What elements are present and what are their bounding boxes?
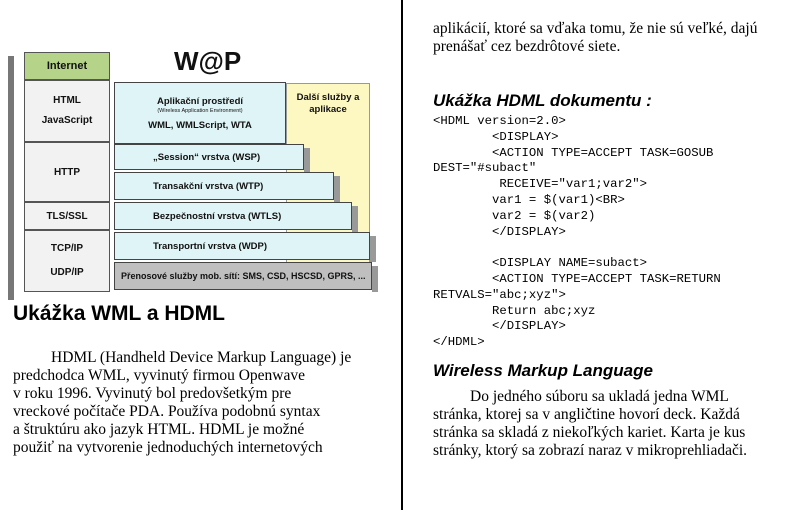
- wml-heading: Wireless Markup Language: [433, 361, 653, 380]
- column-divider: [401, 0, 403, 510]
- paragraph-line: aplikácií, ktoré sa vďaka tomu, že nie sú veľké, dajú: [433, 20, 758, 37]
- html-js-box: [24, 80, 110, 142]
- hdml-paragraph: [13, 349, 351, 457]
- paragraph-line: vreckové počítače PDA. Používa podobnú syntax: [13, 403, 321, 420]
- tls-box: TLS/SSL: [24, 202, 110, 230]
- paragraph-line: prenášať cez bezdrôtové siete.: [433, 38, 621, 55]
- paragraph-line: Do jedného súboru sa ukladá jedna WML: [470, 388, 729, 405]
- http-box: HTTP: [24, 142, 110, 202]
- app-env-subtitle: (Wireless Application Environment): [157, 107, 243, 114]
- html-label: HTML: [53, 95, 81, 106]
- layer-shadow: [370, 236, 376, 262]
- layer-shadow: [304, 148, 310, 172]
- paragraph-line: stránka sa skladá z niekoľkých kariet. Karta je kus: [433, 424, 746, 441]
- security-layer: [114, 202, 352, 230]
- layer-shadow: [372, 266, 378, 292]
- bearer-layer: [114, 262, 372, 290]
- paragraph-line: a štruktúru ako jazyk HTML. HDML je možné: [13, 421, 305, 438]
- transaction-layer: [114, 172, 334, 200]
- transport-layer-label: Transportní vrstva (WDP): [153, 240, 268, 252]
- application-environment-box: [114, 82, 286, 144]
- hdml-code-listing: <HDML version=2.0> <DISPLAY> <ACTION TYPE=ACCEPT TASK=GOSUB DEST="#subact" RECEIVE="var1;var2"> var1 = $(var1)<BR> var2 = $(var2) </DISPLAY> <DISPLAY NAME=subact> <ACTION TYPE=ACCEPT TASK=RETURN RETVALS="abc;xyz"> Return abc;xyz </DISPLAY> </HDML>: [433, 114, 721, 350]
- other-services-box: Další služby a aplikace: [286, 83, 370, 263]
- tcpip-label: TCP/IP: [50, 243, 84, 254]
- internet-label: Internet: [24, 52, 110, 80]
- code-example-heading: Ukážka HDML dokumentu :: [433, 91, 652, 110]
- paragraph-line: stránky, ktorý sa zobrazí naraz v mikroprehliadači.: [433, 442, 748, 459]
- layer-shadow: [334, 176, 340, 202]
- session-layer-label: „Session“ vrstva (WSP): [153, 151, 261, 163]
- paragraph-line: v roku 1996. Vyvinutý bol predovšetkým pre: [13, 385, 292, 402]
- bearer-layer-label: Přenosové služby mob. sítí: SMS, CSD, HSCSD, GPRS, ...: [121, 271, 366, 281]
- transaction-layer-label: Transakční vrstva (WTP): [153, 180, 264, 192]
- wap-architecture-diagram: [10, 38, 380, 300]
- stack-shadow: [8, 56, 14, 300]
- intro-paragraph: [433, 20, 758, 56]
- transport-layer: [114, 232, 370, 260]
- session-layer: [114, 144, 304, 170]
- app-env-title: Aplikační prostředí: [156, 95, 244, 107]
- app-env-items: WML, WMLScript, WTA: [148, 119, 252, 131]
- tcp-udp-box: [24, 230, 110, 292]
- javascript-label: JavaScript: [41, 115, 93, 126]
- udpip-label: UDP/IP: [50, 267, 84, 278]
- security-layer-label: Bezpečnostní vrstva (WTLS): [153, 210, 282, 222]
- paragraph-line: HDML (Handheld Device Markup Language) je: [51, 349, 352, 366]
- paragraph-line: použiť na vytvorenie jednoduchých internetových: [13, 439, 323, 456]
- paragraph-line: stránka, ktorej sa v angličtine hovorí deck. Každá: [433, 406, 740, 423]
- section-heading-wml-hdml: Ukážka WML a HDML: [13, 302, 225, 325]
- wml-paragraph: [433, 388, 747, 460]
- diagram-title: W@P: [174, 46, 242, 76]
- paragraph-line: predchodca WML, vyvinutý firmou Openwave: [13, 367, 305, 384]
- layer-shadow: [352, 206, 358, 232]
